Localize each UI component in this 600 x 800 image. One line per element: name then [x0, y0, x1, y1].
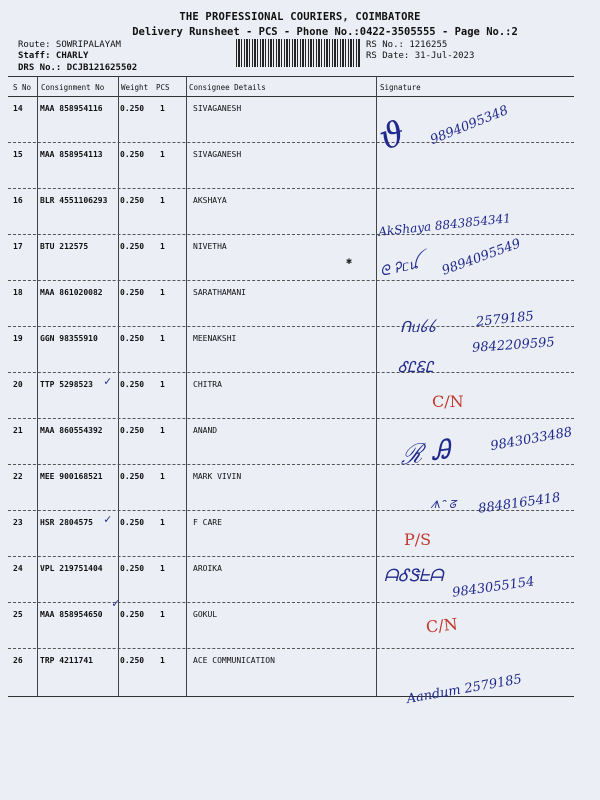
row-pcs: 1	[160, 518, 165, 527]
row-weight: 0.250	[120, 104, 145, 113]
row-sno: 18	[13, 288, 23, 297]
header-bottom-border	[8, 96, 574, 97]
staff-label: Staff: CHARLY	[18, 51, 89, 61]
handwritten-phone: 2579185	[475, 309, 535, 330]
handwritten-phone: 9843033488	[489, 424, 574, 455]
row-consignment: MAA 860554392	[40, 426, 103, 435]
row-sno: 22	[13, 472, 23, 481]
check-mark: ✓	[112, 596, 120, 610]
col-header-sno: S No	[13, 83, 32, 92]
row-consignment: BTU 212575	[40, 242, 89, 251]
check-mark: ✓	[104, 374, 112, 388]
ps-mark: P/S	[404, 530, 432, 549]
row-sno: 17	[13, 242, 23, 251]
table-top-border	[8, 76, 574, 77]
row-consignment: HSR 2804575	[40, 518, 93, 527]
row-weight: 0.250	[120, 380, 145, 389]
row-consignment: TRP 4211741	[40, 656, 93, 665]
handwritten-phone: 9843055154	[451, 574, 536, 601]
rs-date: RS Date: 31-Jul-2023	[366, 51, 475, 61]
row-sno: 19	[13, 334, 23, 343]
handwritten-signature: Aandum 2579185	[405, 671, 523, 708]
row-sno: 15	[13, 150, 23, 159]
handwritten-phone: 9842209595	[471, 335, 556, 356]
row-consignee: SIVAGANESH	[193, 150, 242, 159]
col-header-consignment: Consignment No	[41, 83, 105, 92]
handwritten-phone: 8848165418	[477, 490, 562, 517]
drs-number: DRS No.: DCJB121625502	[18, 63, 138, 73]
row-consignee: GOKUL	[193, 610, 218, 619]
row-pcs: 1	[160, 288, 165, 297]
row-consignment: VPL 219751404	[40, 564, 103, 573]
row-consignment: BLR 4551106293	[40, 196, 108, 205]
row-divider	[8, 372, 574, 373]
row-weight: 0.250	[120, 242, 145, 251]
row-consignee: CHITRA	[193, 380, 222, 389]
row-consignee: NIVETHA	[193, 242, 227, 251]
row-weight: 0.250	[120, 196, 145, 205]
ink-mark: ✱	[346, 256, 353, 267]
col-divider	[186, 76, 187, 696]
row-consignee: ANAND	[193, 426, 218, 435]
row-pcs: 1	[160, 104, 165, 113]
row-consignee: AKSHAYA	[193, 196, 227, 205]
col-header-weight: Weight	[121, 83, 149, 92]
row-weight: 0.250	[120, 564, 145, 573]
row-pcs: 1	[160, 242, 165, 251]
signature-scribble: ᑎᥙꪉꪉ	[400, 318, 436, 336]
row-weight: 0.250	[120, 150, 145, 159]
col-header-pcs: PCS	[156, 83, 170, 92]
col-divider	[376, 76, 377, 696]
company-title: THE PROFESSIONAL COURIERS, COIMBATORE	[179, 11, 421, 23]
col-divider	[37, 76, 38, 696]
row-divider	[8, 602, 574, 603]
row-consignment: MAA 858954113	[40, 150, 103, 159]
row-sno: 16	[13, 196, 23, 205]
handwritten-phone: 9894095348	[428, 103, 511, 148]
row-weight: 0.250	[120, 656, 145, 665]
handwritten-phone: 9894095549	[439, 236, 523, 279]
row-sno: 20	[13, 380, 23, 389]
cn-mark: C/N	[432, 392, 464, 411]
row-divider	[8, 142, 574, 143]
row-pcs: 1	[160, 380, 165, 389]
row-sno: 24	[13, 564, 23, 573]
table-bottom-border	[8, 696, 574, 697]
row-consignee: MARK VIVIN	[193, 472, 242, 481]
signature-scribble: ᎴᏝᏋᏝ	[398, 358, 434, 376]
barcode	[236, 39, 360, 67]
row-consignee: ACE COMMUNICATION	[193, 656, 275, 665]
row-consignment: TTP 5298523	[40, 380, 93, 389]
row-pcs: 1	[160, 656, 165, 665]
row-weight: 0.250	[120, 426, 145, 435]
row-weight: 0.250	[120, 288, 145, 297]
row-weight: 0.250	[120, 334, 145, 343]
col-header-consignee: Consignee Details	[189, 83, 266, 92]
row-weight: 0.250	[120, 518, 145, 527]
check-mark: ✓	[104, 512, 112, 526]
signature-scribble: ᗑᐢ ᘔ	[430, 498, 456, 511]
col-header-signature: Signature	[380, 83, 421, 92]
row-consignee: AROIKA	[193, 564, 222, 573]
row-sno: 25	[13, 610, 23, 619]
row-pcs: 1	[160, 334, 165, 343]
row-divider	[8, 464, 574, 465]
row-weight: 0.250	[120, 610, 145, 619]
row-pcs: 1	[160, 150, 165, 159]
row-consignment: MEE 900168521	[40, 472, 103, 481]
row-divider	[8, 280, 574, 281]
row-sno: 23	[13, 518, 23, 527]
row-divider	[8, 418, 574, 419]
cn-mark: C/N	[425, 614, 459, 637]
row-sno: 14	[13, 104, 23, 113]
row-consignee: F CARE	[193, 518, 222, 527]
row-consignee: SARATHAMANI	[193, 288, 246, 297]
row-divider	[8, 648, 574, 649]
signature-scribble: ᘓ Ꭾᥴꪊ	[378, 256, 421, 280]
row-divider	[8, 234, 574, 235]
rs-number: RS No.: 1216255	[366, 40, 448, 50]
row-pcs: 1	[160, 564, 165, 573]
row-divider	[8, 188, 574, 189]
signature-scribble: ℛ Ꭿ	[398, 434, 453, 472]
row-pcs: 1	[160, 472, 165, 481]
row-consignee: SIVAGANESH	[193, 104, 242, 113]
row-weight: 0.250	[120, 472, 145, 481]
row-consignment: MAA 861020082	[40, 288, 103, 297]
signature-scribble: ᗩᎴᏕᖶᗩ	[384, 566, 444, 586]
row-pcs: 1	[160, 426, 165, 435]
runsheet-subtitle: Delivery Runsheet - PCS - Phone No.:0422-3505555 - Page No.:2	[132, 26, 518, 38]
row-consignment: GGN 98355910	[40, 334, 98, 343]
handwritten-signature: AkShaya 8843854341	[377, 211, 512, 239]
row-sno: 26	[13, 656, 23, 665]
row-sno: 21	[13, 426, 23, 435]
row-consignment: MAA 858954650	[40, 610, 103, 619]
row-pcs: 1	[160, 610, 165, 619]
row-pcs: 1	[160, 196, 165, 205]
row-divider	[8, 556, 574, 557]
row-consignee: MEENAKSHI	[193, 334, 237, 343]
route-label: Route: SOWRIPALAYAM	[18, 40, 121, 50]
signature-scribble: ϑ	[374, 113, 410, 159]
row-consignment: MAA 858954116	[40, 104, 103, 113]
